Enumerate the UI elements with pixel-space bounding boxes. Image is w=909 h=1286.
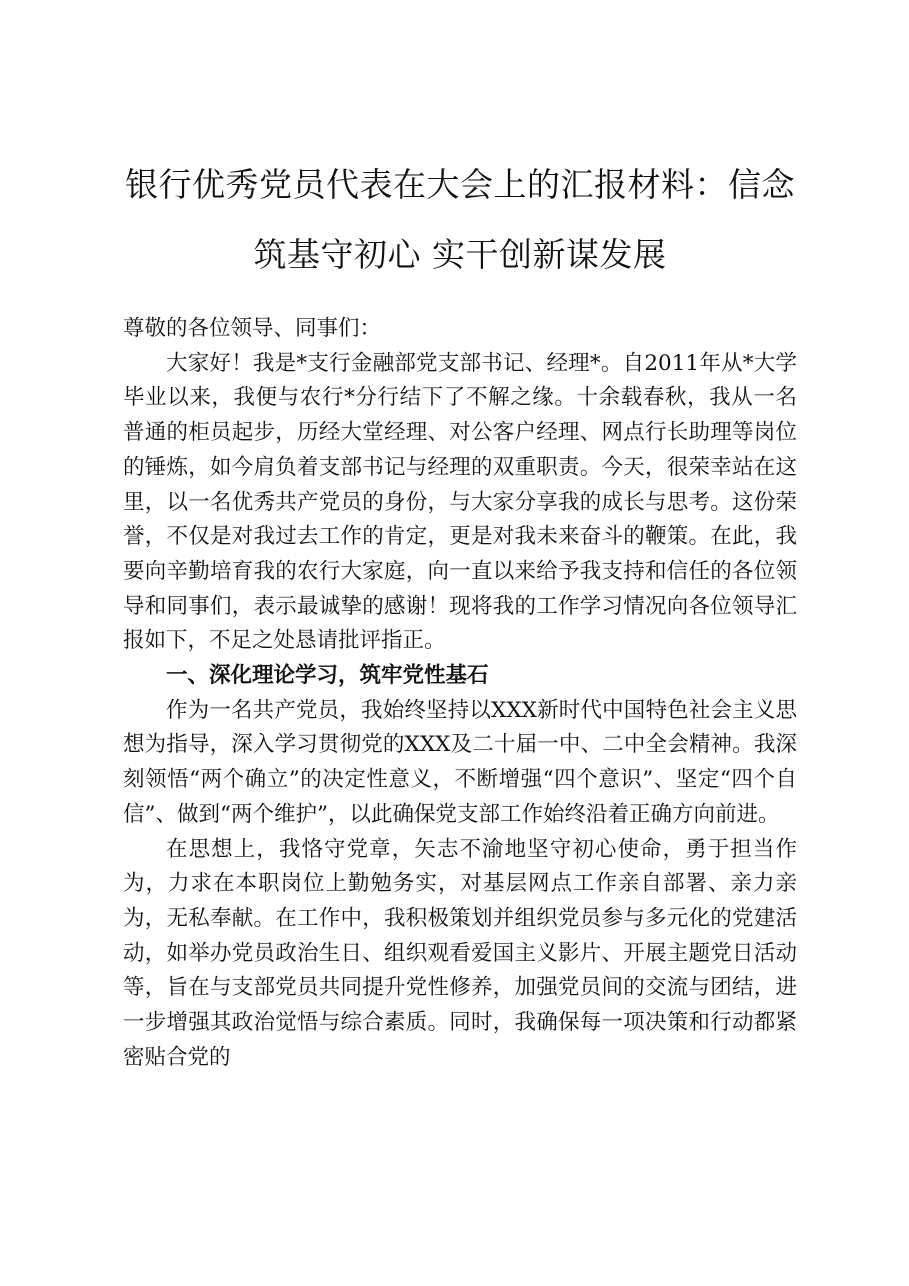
section-1-paragraph-1: 作为一名共产党员，我始终坚持以XXX新时代中国特色社会主义思想为指导，深入学习贯彻党的XXX及二十届一中、二中全会精神。我深刻领悟“两个确立”的决定性意义，不断增强“四个意识”、坚定“四个自信”、做到“两个维护”，以此确保党支部工作始终沿着正确方向前进。: [123, 697, 797, 827]
intro-paragraph: 大家好！我是*支行金融部党支部书记、经理*。自2011年从*大学毕业以来，我便与农行*分行结下了不解之缘。十余载春秋，我从一名普通的柜员起步，历经大堂经理、对公客户经理、网点行长助理等岗位的锤炼，如今肩负着支部书记与经理的双重职责。今天，很荣幸站在这里，以一名优秀共产党员的身份，与大家分享我的成长与思考。这份荣誉，不仅是对我过去工作的肯定，更是对我未来奋斗的鞭策。在此，我要向辛勤培育我的农行大家庭，向一直以来给予我支持和信任的各位领导和同事们，表示最诚挚的感谢！现将我的工作学习情况向各位领导汇报如下，不足之处恳请批评指正。: [123, 350, 797, 654]
title-line-1: 银行优秀党员代表在大会上的汇报材料：信念: [125, 165, 795, 204]
salutation: 尊敬的各位领导、同事们：: [123, 316, 382, 341]
document-title: [110, 150, 810, 290]
title-line-2: 筑基守初心 实干创新谋发展: [253, 235, 667, 274]
section-1-paragraph-2: 在思想上，我恪守党章，矢志不渝地坚守初心使命，勇于担当作为，力求在本职岗位上勤勉务实，对基层网点工作亲自部署、亲力亲为，无私奉献。在工作中，我积极策划并组织党员参与多元化的党建活动，如举办党员政治生日、组织观看爱国主义影片、开展主题党日活动等，旨在与支部党员共同提升党性修养，加强党员间的交流与团结，进一步增强其政治觉悟与综合素质。同时，我确保每一项决策和行动都紧密贴合党的: [123, 836, 797, 1070]
document-body: [123, 312, 797, 1075]
section-heading-1: 一、深化理论学习，筑牢党性基石: [166, 663, 489, 689]
